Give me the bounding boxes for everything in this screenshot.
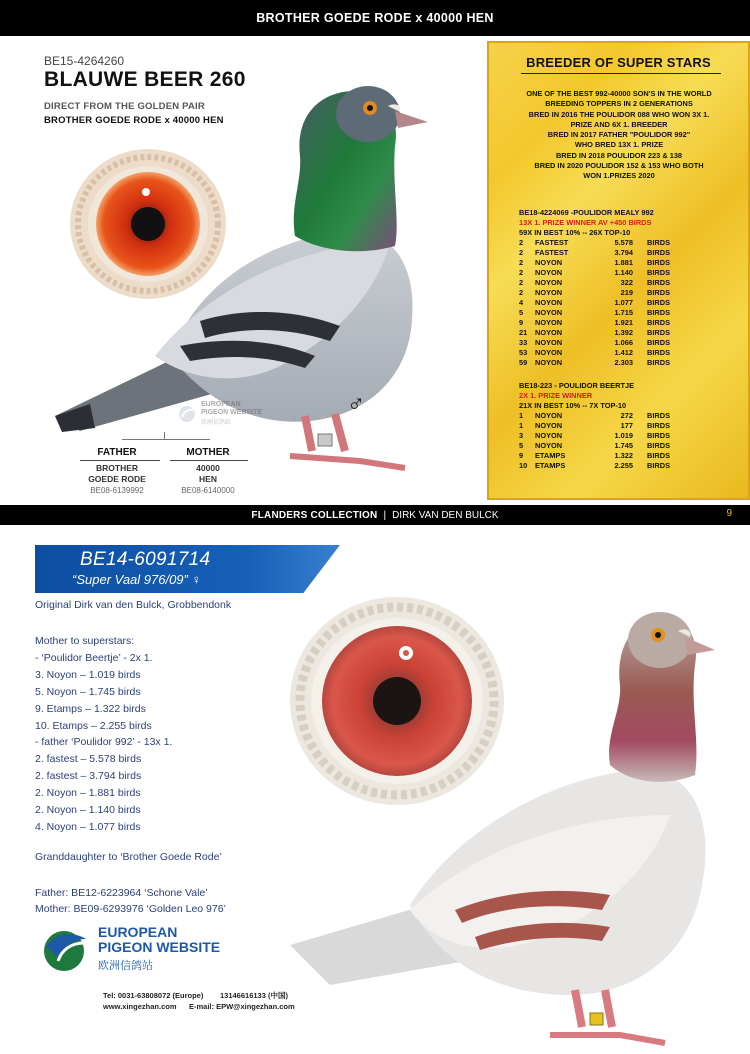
top-banner — [0, 0, 750, 36]
bird2-parents — [35, 885, 226, 917]
bird1-eye-closeup — [68, 146, 228, 301]
result-birds-count: 1.066 — [614, 338, 633, 347]
result-race: FASTEST — [535, 248, 569, 257]
gold-intro-line: WHO BRED 13X 1. PRIZE — [574, 140, 664, 150]
watermark-line2: PIGEON WEBSITE — [201, 409, 263, 416]
story-line: 2. Noyon – 1.140 birds — [35, 804, 141, 817]
gold-title: BREEDER OF SUPER STARS — [526, 55, 711, 70]
story-line: - ‘Poulidor Beertje’ - 2x 1. — [35, 651, 153, 664]
result-row — [519, 431, 739, 441]
result-place: 2 — [519, 268, 524, 277]
page-number: 9 — [726, 508, 732, 519]
result-race: NOYON — [535, 318, 563, 327]
bird2-mother: Mother: BE09-6293976 ‘Golden Leo 976’ — [35, 903, 226, 915]
result-race: NOYON — [535, 441, 563, 450]
result-unit: BIRDS — [647, 348, 670, 357]
result-row — [519, 411, 739, 421]
section1-red-line: 13X 1. PRIZE WINNER AV +450 BIRDS — [519, 218, 652, 227]
logo-chinese: 欧洲信鸽站 — [98, 960, 153, 972]
result-place: 4 — [519, 298, 524, 307]
watermark-chinese: 欧洲信鸽站 — [201, 420, 232, 426]
lower-page — [0, 525, 750, 1054]
result-race: ETAMPS — [535, 461, 566, 470]
result-unit: BIRDS — [647, 421, 670, 430]
gold-intro-line: WON 1.PRIZES 2020 — [583, 171, 655, 181]
bird1-subtitle-2: BROTHER GOEDE RODE x 40000 HEN — [44, 115, 224, 126]
result-birds-count: 1.077 — [614, 298, 633, 307]
result-place: 2 — [519, 238, 524, 247]
result-unit: BIRDS — [647, 258, 670, 267]
result-unit: BIRDS — [647, 248, 670, 257]
result-birds-count: 1.019 — [614, 431, 633, 440]
result-unit: BIRDS — [647, 461, 670, 470]
result-race: NOYON — [535, 278, 563, 287]
result-birds-count: 1.745 — [614, 441, 633, 450]
story-line: 2. fastest – 3.794 birds — [35, 770, 142, 783]
globe-icon — [178, 405, 196, 423]
story-line: 2. fastest – 5.578 birds — [35, 753, 142, 766]
top-page — [0, 36, 750, 505]
result-unit: BIRDS — [647, 358, 670, 367]
result-place: 2 — [519, 248, 524, 257]
bird1-ring: BE15-4264260 — [44, 54, 125, 68]
result-birds-count: 219 — [620, 288, 633, 297]
result-unit: BIRDS — [647, 298, 670, 307]
result-race: FASTEST — [535, 238, 569, 247]
bird1-subtitle-1: DIRECT FROM THE GOLDEN PAIR — [44, 101, 205, 112]
gold-intro-line: ONE OF THE BEST 992-40000 SON'S IN THE WORLD — [526, 89, 712, 98]
father-label: FATHER — [97, 447, 137, 458]
mother-name-1: 40000 — [196, 463, 220, 473]
result-row — [519, 441, 739, 451]
result-place: 2 — [519, 258, 524, 267]
result-place: 21 — [519, 328, 528, 337]
result-row — [519, 451, 739, 461]
father-name-1: BROTHER — [95, 463, 139, 473]
result-place: 33 — [519, 338, 528, 347]
result-place: 1 — [519, 421, 524, 430]
story-line: 9. Etamps – 1.322 birds — [35, 702, 146, 715]
result-place: 9 — [519, 451, 524, 460]
section1-head: BE18-4224069 -POULIDOR MEALY 992 — [519, 208, 654, 217]
result-unit: BIRDS — [647, 338, 670, 347]
gold-intro-line: BRED IN 2018 POULIDOR 223 & 138 — [555, 150, 683, 160]
story-line: 4. Noyon – 1.077 birds — [35, 820, 141, 833]
result-birds-count: 1.392 — [614, 328, 633, 337]
result-race: NOYON — [535, 328, 563, 337]
result-row — [519, 248, 739, 258]
story-line: 3. Noyon – 1.019 birds — [35, 668, 141, 681]
section2-head: BE18-223 - POULIDOR BEERTJE — [519, 381, 634, 390]
gold-intro-line: BRED IN 2020 POULIDOR 152 & 153 WHO BOTH — [534, 161, 704, 171]
result-birds-count: 3.794 — [614, 248, 633, 257]
result-place: 1 — [519, 411, 524, 420]
result-race: NOYON — [535, 338, 563, 347]
result-birds-count: 1.412 — [614, 348, 633, 357]
result-birds-count: 1.322 — [614, 451, 633, 460]
mother-label: MOTHER — [186, 447, 230, 458]
result-row — [519, 328, 739, 338]
result-row — [519, 318, 739, 328]
result-race: NOYON — [535, 298, 563, 307]
result-birds-count: 177 — [620, 421, 633, 430]
pedigree-connector-stem — [164, 432, 165, 439]
watermark-line1: EUROPEAN — [201, 401, 241, 408]
result-place: 5 — [519, 441, 524, 450]
result-race: NOYON — [535, 308, 563, 317]
mother-ring: BE08-6140000 — [181, 486, 235, 495]
result-place: 2 — [519, 288, 524, 297]
mother-underline — [170, 460, 248, 461]
result-row — [519, 308, 739, 318]
result-race: NOYON — [535, 258, 563, 267]
story-line: Mother to superstars: — [35, 635, 135, 647]
result-row — [519, 338, 739, 348]
result-unit: BIRDS — [647, 288, 670, 297]
section2-results — [519, 411, 739, 471]
contact-tel: Tel: 0031-63808072 (Europe) 13146616133 (中国) — [103, 991, 288, 1000]
father-name-2: GOEDE RODE — [88, 474, 146, 484]
result-place: 5 — [519, 308, 524, 317]
contact-web: www.xingezhan.com E-mail: EPW@xingezhan.com — [103, 1002, 295, 1011]
result-place: 10 — [519, 461, 528, 470]
result-row — [519, 268, 739, 278]
result-birds-count: 5.578 — [614, 238, 633, 247]
result-place: 2 — [519, 278, 524, 287]
result-row — [519, 348, 739, 358]
result-birds-count: 1.140 — [614, 268, 633, 277]
result-birds-count: 2.303 — [614, 358, 633, 367]
result-unit: BIRDS — [647, 238, 670, 247]
result-row — [519, 278, 739, 288]
pedigree-connector — [122, 439, 210, 440]
result-birds-count: 272 — [620, 411, 633, 420]
result-birds-count: 322 — [620, 278, 633, 287]
result-unit: BIRDS — [647, 451, 670, 460]
result-row — [519, 298, 739, 308]
bird2-name: “Super Vaal 976/09” ♀ — [72, 572, 202, 587]
result-unit: BIRDS — [647, 268, 670, 277]
result-unit: BIRDS — [647, 441, 670, 450]
gold-intro-line: BRED IN 2017 FATHER "POULIDOR 992" — [547, 130, 691, 140]
male-symbol: ♂ — [347, 390, 365, 417]
result-birds-count: 1.921 — [614, 318, 633, 327]
result-row — [519, 288, 739, 298]
result-unit: BIRDS — [647, 411, 670, 420]
result-row — [519, 258, 739, 268]
gold-title-rule — [521, 73, 721, 74]
result-unit: BIRDS — [647, 328, 670, 337]
contact-info — [103, 990, 295, 1012]
result-race: NOYON — [535, 358, 563, 367]
gold-results-panel — [487, 41, 750, 500]
result-race: NOYON — [535, 288, 563, 297]
epw-logo — [40, 925, 220, 973]
result-race: NOYON — [535, 348, 563, 357]
footer-breeder: DIRK VAN DEN BULCK — [392, 509, 499, 521]
result-unit: BIRDS — [647, 278, 670, 287]
watermark-logo — [178, 401, 262, 426]
result-race: ETAMPS — [535, 451, 566, 460]
section2-summary: 21X IN BEST 10% -- 7X TOP-10 — [519, 401, 627, 410]
gold-intro-line: BREEDING TOPPERS IN 2 GENERATIONS — [545, 99, 693, 109]
result-row — [519, 358, 739, 368]
gold-intro-line: PRIZE AND 6X 1. BREEDER — [570, 119, 668, 129]
bird2-story — [35, 633, 172, 836]
result-place: 9 — [519, 318, 524, 327]
story-line: 5. Noyon – 1.745 birds — [35, 685, 141, 698]
section1-summary: 59X IN BEST 10% -- 26X TOP-10 — [519, 228, 631, 237]
father-underline — [80, 460, 160, 461]
bird2-eye-closeup — [288, 595, 506, 808]
logo-line1: EUROPEAN — [98, 924, 178, 940]
result-race: NOYON — [535, 268, 563, 277]
result-unit: BIRDS — [647, 308, 670, 317]
section2-red-line: 2X 1. PRIZE WINNER — [519, 391, 593, 400]
result-row — [519, 461, 739, 471]
top-banner-text: BROTHER GOEDE RODE x 40000 HEN — [256, 11, 494, 25]
result-birds-count: 1.715 — [614, 308, 633, 317]
footer-separator: | — [383, 509, 387, 521]
result-row — [519, 421, 739, 431]
result-place: 53 — [519, 348, 528, 357]
story-line: 10. Etamps – 2.255 birds — [35, 719, 152, 732]
result-place: 3 — [519, 431, 524, 440]
globe-pigeon-icon — [40, 925, 92, 973]
result-race: NOYON — [535, 421, 563, 430]
footer-bar — [0, 505, 750, 525]
story-line: - father ‘Poulidor 992’ - 13x 1. — [35, 736, 173, 749]
bird2-origin: Original Dirk van den Bulck, Grobbendonk — [35, 599, 232, 611]
result-race: NOYON — [535, 411, 563, 420]
result-unit: BIRDS — [647, 318, 670, 327]
result-birds-count: 1.881 — [614, 258, 633, 267]
mother-name-2: HEN — [199, 474, 217, 484]
section-poulidor-992 — [519, 208, 739, 368]
result-place: 59 — [519, 358, 528, 367]
bird2-father: Father: BE12-6223964 ‘Schone Vale’ — [35, 887, 208, 899]
result-row — [519, 238, 739, 248]
bird2-ring: BE14-6091714 — [80, 549, 211, 570]
result-unit: BIRDS — [647, 431, 670, 440]
father-ring: BE08-6139992 — [90, 486, 144, 495]
result-birds-count: 2.255 — [614, 461, 633, 470]
bird1-name: BLAUWE BEER 260 — [44, 68, 246, 91]
gold-intro-line: BRED IN 2016 THE POULIDOR 088 WHO WON 3X 1. — [528, 109, 710, 119]
logo-line2: PIGEON WEBSITE — [98, 939, 221, 955]
section-poulidor-beertje — [519, 381, 739, 471]
footer-collection: FLANDERS COLLECTION — [251, 509, 378, 521]
bird2-granddaughter: Granddaughter to ‘Brother Goede Rode’ — [35, 851, 222, 863]
result-race: NOYON — [535, 431, 563, 440]
section1-results — [519, 238, 739, 368]
gold-intro — [499, 89, 739, 182]
story-line: 2. Noyon – 1.881 birds — [35, 787, 141, 800]
